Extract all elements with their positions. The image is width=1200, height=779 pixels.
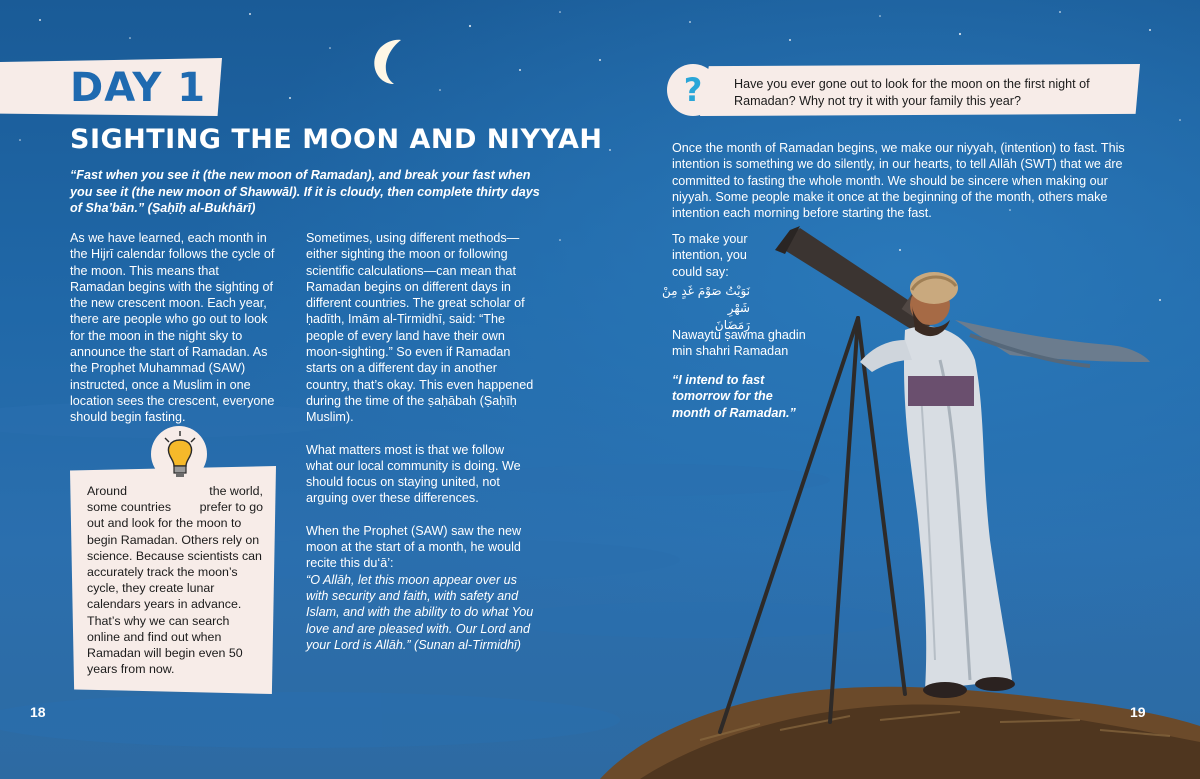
- translation-line-3: month of Ramadan.”: [672, 405, 796, 420]
- note-rest: out and look for the moon to begin Ramadan. Others rely on science. Because scientists can accurately track the moon’s cycle, they create lunar calendars years in advance. That’s why we can search online and find out when Ramadan will begin even 50 years from now.: [87, 516, 262, 677]
- page-number-right: 19: [1130, 704, 1146, 720]
- translation-line-1: “I intend to fast: [672, 373, 765, 387]
- fact-note-text: [87, 483, 263, 677]
- intention-intro-line-3: could say:: [672, 264, 729, 279]
- column-2-paragraph-2: What matters most is that we follow what our local community is doing. We should focus on staying united, not arguing over these differences.: [306, 442, 521, 506]
- note-line-2a: some countries: [87, 500, 172, 515]
- page-title: SIGHTING THE MOON AND NIYYAH: [70, 124, 603, 155]
- niyyah-paragraph: Once the month of Ramadan begins, we make our niyyah, (intention) to fast. This intention is something we do silently, in our hearts, to tell Allāh (SWT) that we are committed to fasting the whole month. We should be sincere when making our niyyah. Some people make it once at the beginning of the month, others make intention each morning before starting the fast.: [672, 141, 1125, 221]
- astronomer-figure: [860, 272, 1150, 698]
- arabic-line-2: رَمَضَانَ: [714, 318, 750, 332]
- dua-intro: When the Prophet (SAW) saw the new moon at the start of a month, he would recite this du‘ā’:: [306, 523, 522, 571]
- note-line-2b: prefer to go: [199, 500, 263, 515]
- note-line-1a: Around: [87, 484, 127, 498]
- day-label: DAY 1: [70, 65, 207, 111]
- intention-intro: [672, 231, 812, 280]
- column-2-paragraph-1: Sometimes, using different methods—either sighting the moon or following scientific calculations—can mean that Ramadan begins on different days in different countries. The great scholar of ḥadīth, Imām al-Tirmidhī, said: “The people of every land have their own moon-sighting.” So even if Ramadan starts on a different day in another country, that’s okay. This even happened during the time of the ṣaḥābah (Ṣaḥīḥ Muslim).: [306, 231, 534, 425]
- note-line-1b: the world,: [209, 484, 263, 498]
- column-1: [70, 230, 275, 442]
- transliteration-line-2: min shahri Ramadan: [672, 344, 789, 359]
- arabic-line-1: نَوَيْتُ صَوْمَ غَدٍ مِنْ شَهْرِ: [661, 284, 750, 315]
- dua-text: “O Allāh, let this moon appear over us with security and faith, with safety and Islam, and with the ability to do what You love and are pleased with. Our Lord and your Lord is Allāh.” (Sunan al-Tirmidhī): [306, 572, 534, 652]
- intention-intro-line-2: intention, you: [672, 248, 747, 263]
- crescent-moon-icon: [374, 40, 401, 84]
- translation: [672, 372, 832, 421]
- lightbulb-icon: [160, 430, 200, 480]
- transliteration-line-1: Nawaytu ṣawma ghadin: [672, 328, 806, 342]
- page-number-left: 18: [30, 704, 46, 720]
- column-1-text: As we have learned, each month in the Hijrī calendar follows the cycle of the moon. This means that Ramadan begins with the sighting of the new crescent moon. Each year, there are people who go out to look for the moon in the night sky to announce the start of Ramadan. As the Prophet Muhammad (SAW) instructed, once a Muslim in one location sees the crescent, everyone should begin fasting.: [70, 231, 275, 425]
- translation-line-2: tomorrow for the: [672, 389, 773, 404]
- column-2-paragraph-3: [306, 523, 534, 653]
- intention-intro-line-1: To make your: [672, 232, 748, 246]
- hadith-quote: “Fast when you see it (the new moon of Ramadan), and break your fast when you see it (the new moon of Shawwāl). If it is cloudy, then complete thirty days of Sha’bān.” (Ṣaḥīḥ al-Bukhārī): [70, 168, 540, 216]
- column-2: [306, 230, 534, 653]
- question-text: Have you ever gone out to look for the moon on the first night of Ramadan? Why not try it with your family this year?: [734, 77, 1090, 108]
- question-mark-icon: ?: [683, 71, 703, 109]
- transliteration: [672, 327, 832, 360]
